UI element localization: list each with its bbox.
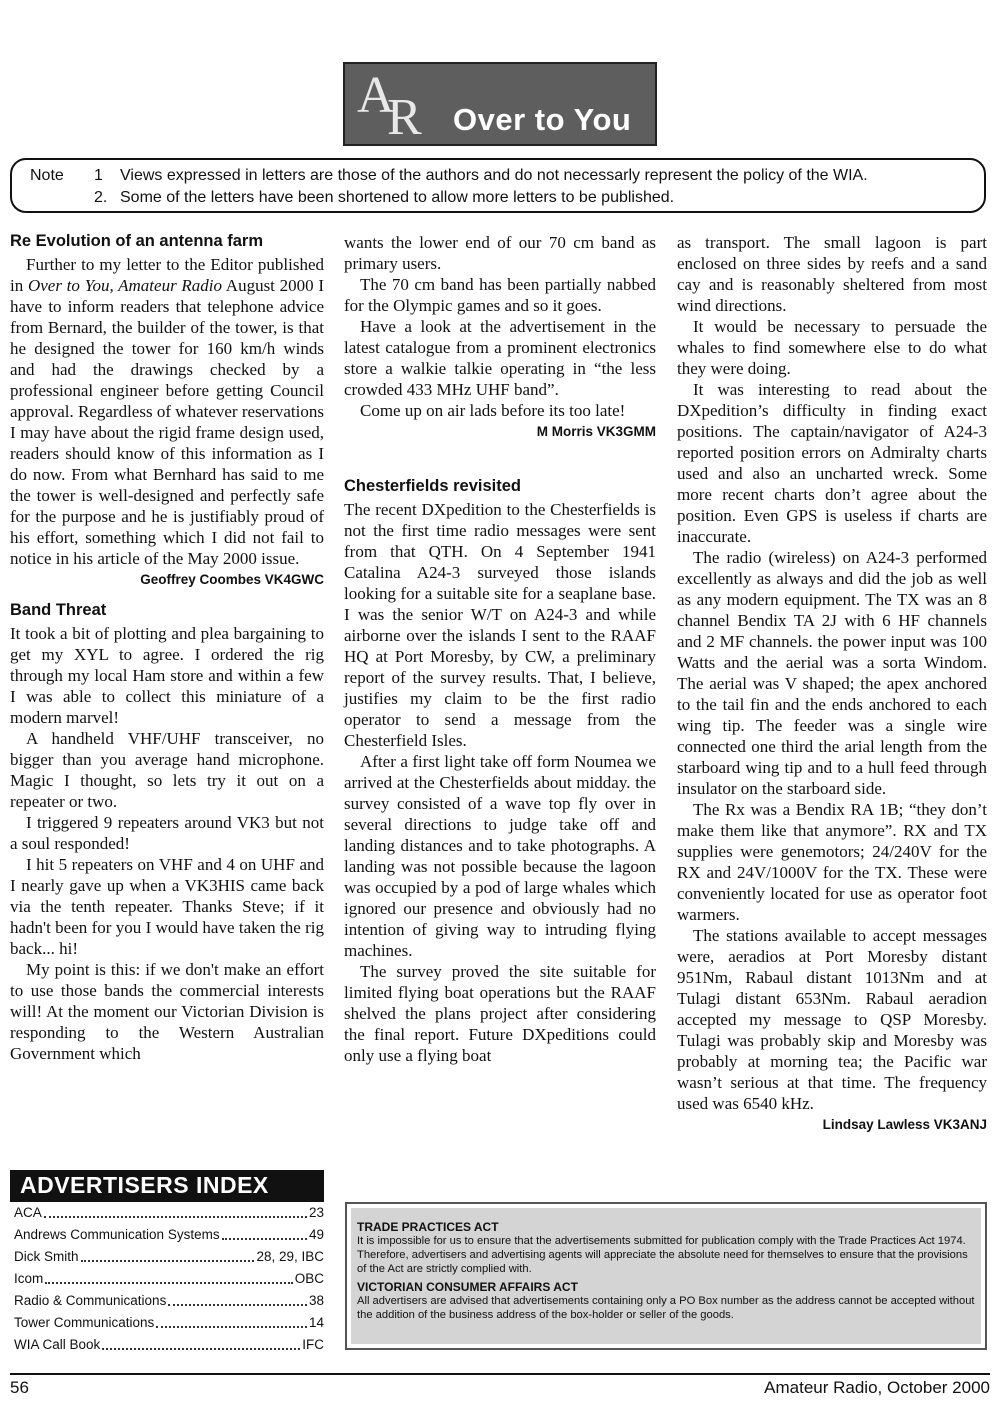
letter-paragraph: It was interesting to read about the DXpedition’s difficulty in finding exact positions. The captain/navigator of A24-3 reported position errors on Admiralty charts used and also an uncharted wreck. Some more recent charts don’t agree about the position. Even GPS is useless if charts are inaccurate.: [677, 380, 987, 546]
advertiser-row: [10, 1202, 324, 1224]
legal-notice-box: [345, 1202, 987, 1350]
note-item: [94, 189, 674, 207]
advertiser-page: OBC: [294, 1271, 324, 1286]
advertiser-page: 28, 29, IBC: [256, 1249, 324, 1264]
letter-signature: Geoffrey Coombes VK4GWC: [140, 572, 324, 587]
letter-paragraph: A handheld VHF/UHF transceiver, no bigger than you average hand microphone. Magic I thought, so lets try it out on a repeater or two.: [10, 729, 324, 811]
advertiser-name: Andrews Communication Systems: [14, 1227, 220, 1242]
publication-footer: Amateur Radio, October 2000: [764, 1378, 990, 1397]
legal-heading: VICTORIAN CONSUMER AFFAIRS ACT: [357, 1280, 578, 1294]
logo-letter-r: R: [387, 89, 422, 146]
letter-paragraph: Come up on air lads before its too late!: [360, 401, 626, 420]
column-right: [677, 232, 987, 1132]
note-item: [94, 167, 868, 185]
letter-heading: Band Threat: [10, 601, 107, 619]
advertiser-row: [10, 1246, 324, 1268]
section-banner: [343, 62, 657, 146]
note-label: Note: [30, 167, 64, 184]
letter-paragraph: as transport. The small lagoon is part enclosed on three sides by reefs and a sand cay and is reasonably sheltered from most wind directions.: [677, 233, 987, 315]
advertiser-name: Icom: [14, 1271, 44, 1286]
letter-paragraph: My point is this: if we don't make an effort to use those bands the commercial interests will! At the moment our Victorian Division is responding to the Western Australian Government which: [10, 960, 324, 1063]
section-title: Over to You: [453, 102, 632, 137]
letter-heading: Chesterfields revisited: [344, 477, 521, 495]
leader-dots: [81, 1246, 255, 1262]
advertisers-index-title: ADVERTISERS INDEX: [10, 1170, 324, 1202]
leader-dots: [45, 1268, 292, 1284]
advertiser-name: Dick Smith: [14, 1249, 79, 1264]
advertisers-index: [10, 1170, 324, 1356]
column-middle: [344, 232, 656, 1066]
logo-letter-a: A: [357, 67, 395, 124]
letter-paragraph: After a first light take off form Noumea we arrived at the Chesterfields about midday. the survey consisted of a wave top fly over in several directions to judge take off and landing distances and to take photographs. A landing was not possible because the lagoon was occupied by a pod of large whales which ignored our presence and obviously had no intention of giving way to intruding flying machines.: [344, 752, 656, 960]
advertiser-row: [10, 1224, 324, 1246]
advertisers-list: [10, 1202, 324, 1356]
letter-signature: Lindsay Lawless VK3ANJ: [822, 1117, 987, 1132]
advertiser-page: 38: [308, 1293, 324, 1308]
letter-paragraph: The Rx was a Bendix RA 1B; “they don’t make them like that anymore”. RX and TX supplies were genemotors; 24/240V for the RX and 24V/1000V for the TX. These were conveniently located for use as operator foot warmers.: [677, 800, 987, 924]
letter-paragraph: I triggered 9 repeaters around VK3 but not a soul responded!: [10, 813, 324, 853]
letter-paragraph: The 70 cm band has been partially nabbed for the Olympic games and so it goes.: [344, 275, 656, 315]
page-number: 56: [10, 1378, 29, 1397]
note-item-text: Some of the letters have been shortened to allow more letters to be published.: [120, 189, 675, 206]
leader-dots: [222, 1224, 307, 1240]
advertiser-row: [10, 1334, 324, 1356]
advertiser-page: IFC: [302, 1337, 324, 1352]
note-item-number: 2.: [94, 189, 108, 206]
letter-paragraph: The recent DXpedition to the Chesterfields is not the first time radio messages were sent from that QTH. On 4 September 1941 Catalina A24-3 surveyed those islands looking for a suitable site for a seaplane base. I was the senior W/T on A24-3 and while airborne over the islands I sent to the RAAF HQ at Port Moresby, by CW, a preliminary report of the survey results. That, I believe, justifies my claim to be the first radio operator to send a message from the Chesterfield Isles.: [344, 500, 656, 750]
letter-signature: M Morris VK3GMM: [536, 424, 656, 439]
leader-dots: [44, 1202, 307, 1218]
letter-paragraph: It would be necessary to persuade the whales to find somewhere else to do what they were doing.: [677, 317, 987, 378]
letter-paragraph: I hit 5 repeaters on VHF and 4 on UHF and I nearly gave up when a VK3HIS came back via the tenth repeater. Thanks Steve; if it hadn't been for you I would have taken the rig back... hi!: [10, 855, 324, 958]
ar-logo: [353, 67, 435, 146]
letter-paragraph: The radio (wireless) on A24-3 performed excellently as always and did the job as well as any modern equipment. The TX was an 8 channel Bendix TA 2J with 6 HF channels and 2 MF channels. the power input was 100 Watts and the aerial was a sorta Windom. The aerial was V shaped; the apex anchored to the tail fin and the ends anchored to each wing tip. The feeder was a single wire connected one third the arial length from the starboard wing tip and to a hull feed through insulator on the starboard side.: [677, 548, 987, 798]
legal-text: It is impossible for us to ensure that the advertisements submitted for publication comply with the Trade Practices Act 1974. Therefore, advertisers and advertising agents will appreciate the absolute need for themselves to ensure that the provisions of the Act are strictly complied with.: [357, 1235, 968, 1275]
advertiser-name: ACA: [14, 1205, 42, 1220]
advertiser-name: Tower Communications: [14, 1315, 155, 1330]
letter-paragraph: The survey proved the site suitable for limited flying boat operations but the RAAF shelved the plans project after considering the final report. Future DXpeditions could only use a flying boat: [344, 962, 656, 1065]
advertiser-row: [10, 1290, 324, 1312]
column-left: [10, 232, 324, 1064]
leader-dots: [168, 1290, 307, 1306]
letter-paragraph: Further to my letter to the Editor published in Over to You, Amateur Radio August 2000 I have to inform readers that telephone advice from Bernard, the builder of the tower, is that he designed the tower for 160 km/h winds and had the drawings checked by a professional engineer before getting Council approval. Regardless of whatever reservations I may have about the rigid frame design used, readers should know of this information as I do now. From what Bernhard has said to me the tower is well-designed and perfectly safe for the purpose and he is justifiably proud of his effort, something which I did not fail to notice in his article of the May 2000 issue.: [10, 255, 324, 568]
letter-paragraph: The stations available to accept messages were, aeradios at Port Moresby distant 951Nm, Rabaul distant 1013Nm and at Tulagi distant 653Nm. Rabaul aeradion accepted my message to QSP Moresby. Tulagi was probably skip and Moresby was probably at morning tea; the Pacific war wasn’t serious at that time. The frequency used was 6540 kHz.: [677, 926, 987, 1113]
leader-dots: [102, 1334, 300, 1350]
advertiser-name: Radio & Communications: [14, 1293, 167, 1308]
advertiser-row: [10, 1312, 324, 1334]
publication-emphasis: Over to You, Amateur Radio: [27, 276, 223, 295]
letter-paragraph: It took a bit of plotting and plea bargaining to get my XYL to agree. I ordered the rig through my local Ham store and within a few I was able to collect this miniature of a modern marvel!: [10, 624, 324, 727]
note-item-text: Views expressed in letters are those of the authors and do not necessarly represent the policy of the WIA.: [120, 167, 868, 184]
letter-paragraph: wants the lower end of our 70 cm band as primary users.: [344, 233, 656, 273]
advertiser-page: 49: [308, 1227, 324, 1242]
letter-paragraph: Have a look at the advertisement in the latest catalogue from a prominent electronics store a walkie talkie operating in “the less crowded 433 MHz UHF band”.: [344, 317, 656, 399]
advertiser-page: 14: [308, 1315, 324, 1330]
legal-heading: TRADE PRACTICES ACT: [357, 1220, 499, 1234]
advertiser-name: WIA Call Book: [14, 1337, 101, 1352]
advertiser-row: [10, 1268, 324, 1290]
legal-text: All advertisers are advised that advertisements containing only a PO Box number as the address cannot be accepted without the addition of the business address of the box-holder or seller of the goods.: [357, 1295, 975, 1321]
letter-heading: Re Evolution of an antenna farm: [10, 232, 264, 250]
editorial-note-box: [10, 158, 986, 213]
advertiser-page: 23: [308, 1205, 324, 1220]
leader-dots: [156, 1312, 307, 1328]
footer-divider: [10, 1373, 990, 1375]
note-item-number: 1: [94, 167, 103, 184]
